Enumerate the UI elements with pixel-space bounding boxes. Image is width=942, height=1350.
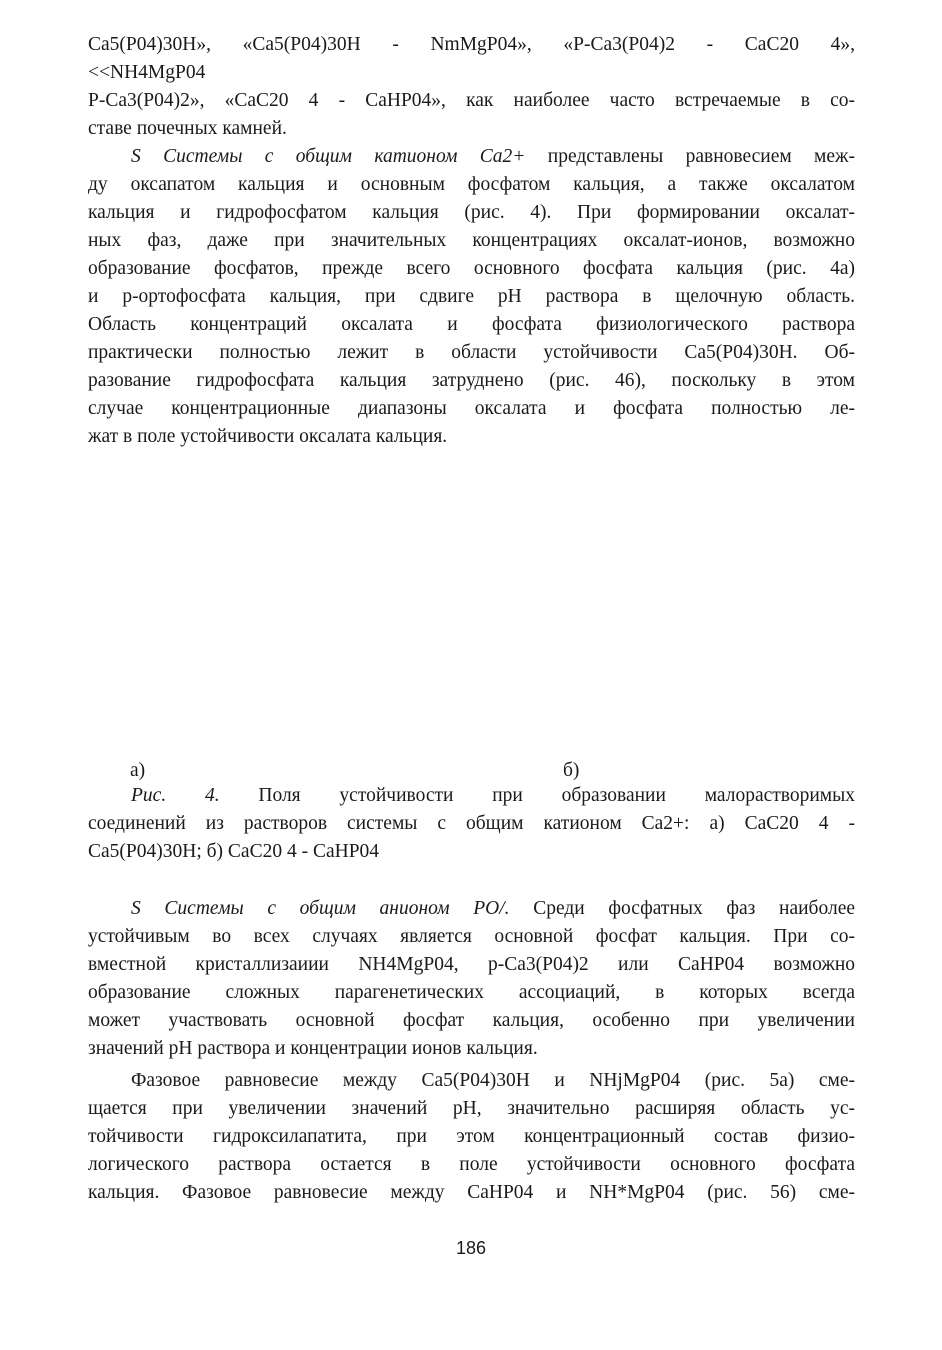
figure-label-a: а) — [130, 760, 146, 781]
text-line: кальция. Фазовое равновесие между CaHP04 и NH*MgP04 (рис. 56) сме- — [88, 1182, 855, 1203]
text-line: образование фосфатов, прежде всего основного фосфата кальция (рис. 4а) — [88, 258, 855, 279]
figure-label-b: б) — [563, 760, 580, 781]
paragraph-lead-line — [131, 143, 855, 171]
text-line: Ca5(P04)30H», «Ca5(P04)30H - NmMgP04», «P-Ca3(P04)2 - CaC20 4», — [88, 34, 855, 55]
text-line: и р-ортофосфата кальция, при сдвиге pH раствора в щелочную область. — [88, 286, 855, 307]
text-span: представлены равновесием меж- — [547, 146, 856, 167]
text-line: Область концентраций оксалата и фосфата физиологического раствора — [88, 314, 855, 335]
text-line: Фазовое равновесие между Ca5(P04)30H и NHjMgP04 (рис. 5а) сме- — [131, 1070, 855, 1091]
figure-caption-line — [131, 782, 855, 810]
text-line: <<NH4MgP04 — [88, 62, 206, 83]
text-line: образование сложных парагенетических ассоциаций, в которых всегда — [88, 982, 855, 1003]
text-line: разование гидрофосфата кальция затруднено (рис. 46), поскольку в этом — [88, 370, 855, 391]
paragraph-lead-line — [131, 895, 855, 923]
section-marker: S — [131, 146, 141, 167]
text-line: ставе почечных камней. — [88, 118, 287, 139]
text-line: логического раствора остается в поле устойчивости основного фосфата — [88, 1154, 855, 1175]
section-heading: Системы с общим анионом PO/. — [164, 898, 510, 919]
text-line: P-Ca3(P04)2», «CaC20 4 - CaHP04», как наиболее часто встречаемые в со- — [88, 90, 855, 111]
text-line: ных фаз, даже при значительных концентрациях оксалат-ионов, возможно — [88, 230, 855, 251]
text-line: устойчивым во всех случаях является основной фосфат кальция. При со- — [88, 926, 855, 947]
text-line: значений pH раствора и концентрации ионов кальция. — [88, 1038, 538, 1059]
text-line: может участвовать основной фосфат кальция, особенно при увеличении — [88, 1010, 855, 1031]
page-number: 186 — [455, 1238, 487, 1258]
figure-caption-line: соединений из растворов системы с общим катионом Ca2+: а) CaC20 4 - — [88, 813, 855, 834]
text-line: жат в поле устойчивости оксалата кальция. — [88, 426, 448, 447]
caption-text: Поля устойчивости при образовании малорастворимых — [258, 785, 855, 806]
text-line: случае концентрационные диапазоны оксалата и фосфата полностью ле- — [88, 398, 855, 419]
figure-caption-line: Ca5(P04)30H; б) CaC20 4 - CaHP04 — [88, 841, 380, 862]
text-line: практически полностью лежит в области устойчивости Ca5(P04)30H. Об- — [88, 342, 855, 363]
figure-ref: Рис. 4. — [131, 785, 220, 806]
text-line: вместной кристаллизаиии NH4MgP04, p-Ca3(P04)2 или CaHP04 возможно — [88, 954, 855, 975]
text-span: Среди фосфатных фаз наиболее — [533, 898, 856, 919]
text-line: кальция и гидрофосфатом кальция (рис. 4). При формировании оксалат- — [88, 202, 855, 223]
section-marker: S — [131, 898, 141, 919]
section-heading: Системы с общим катионом Ca2+ — [163, 146, 526, 167]
text-line: тойчивости гидроксилапатита, при этом концентрационный состав физио- — [88, 1126, 855, 1147]
figure-placeholder — [88, 470, 855, 750]
text-line: ду оксапатом кальция и основным фосфатом кальция, а также оксалатом — [88, 174, 855, 195]
text-line: щается при увеличении значений pH, значительно расширяя область ус- — [88, 1098, 855, 1119]
